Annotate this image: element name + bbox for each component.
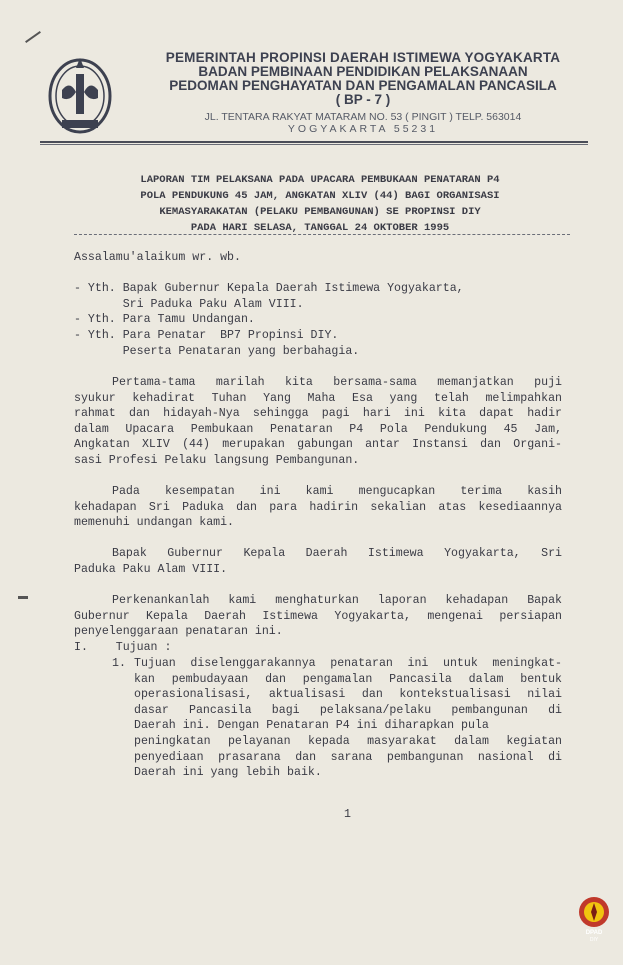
paragraph-thanks xyxy=(74,484,562,531)
provincial-seal-icon xyxy=(44,50,116,138)
paragraph-line: Pertama-tama marilah kita bersama-sama memanjatkan puji xyxy=(112,376,562,389)
scan-mark xyxy=(25,31,41,43)
paragraph-line: rahmat dan hidayah-Nya sehingga pagi hari ini kita dapat hadir xyxy=(74,407,562,421)
svg-text:DIY: DIY xyxy=(589,937,599,943)
list-item-line: peningkatan pelayanan kepada masyarakat dalam kegiatan xyxy=(134,734,562,748)
letterhead-divider xyxy=(40,141,588,143)
greeting: Assalamu'alaikum wr. wb. xyxy=(74,251,241,264)
addressee-line: - Yth. Para Tamu Undangan. xyxy=(74,313,255,326)
paragraph-line: memenuhi undangan kami. xyxy=(74,516,235,530)
paragraph-line: sasi Profesi Pelaku langsung Pembangunan. xyxy=(74,453,360,467)
letterhead-divider-thin xyxy=(40,144,588,145)
title-line: PADA HARI SELASA, TANGGAL 24 OKTOBER 1995 xyxy=(190,222,450,234)
list-item-line: operasionalisasi, aktualisasi dan kontekstualisasi nilai xyxy=(134,688,562,702)
paragraph-line: Gubernur Kepala Daerah Istimewa Yogyakarta, mengenai persiapan xyxy=(74,609,562,623)
section-heading: I. Tujuan : xyxy=(74,641,172,654)
svg-text:DPAD: DPAD xyxy=(585,930,603,936)
addressee-line: Peserta Penataran yang berbahagia. xyxy=(74,345,360,358)
paragraph-line: Paduka Paku Alam VIII. xyxy=(74,562,228,576)
list-item-line: kan pembudayaan dan pengamalan Pancasila dalam bentuk xyxy=(134,672,562,686)
report-title xyxy=(80,172,560,236)
addressee-line: - Yth. Para Penatar BP7 Propinsi DIY. xyxy=(74,329,339,342)
paragraph-line: syukur kehadirat Tuhan Yang Maha Esa yang telah melimpahkan xyxy=(74,391,562,405)
letterhead-government: PEMERINTAH PROPINSI DAERAH ISTIMEWA YOGYAKARTA xyxy=(165,50,561,65)
letterhead-city: YOGYAKARTA 55231 xyxy=(287,123,439,135)
paragraph-line: Perkenankanlah kami menghaturkan laporan kehadapan Bapak xyxy=(112,594,562,607)
list-item xyxy=(134,656,562,781)
letterhead-address: JL. TENTARA RAKYAT MATARAM NO. 53 ( PINGIT ) TELP. 563014 xyxy=(204,111,522,123)
addressee-line: Sri Paduka Paku Alam VIII. xyxy=(74,298,304,311)
addressee-line: - Yth. Bapak Gubernur Kepala Daerah Istimewa Yogyakarta, xyxy=(74,282,464,295)
paragraph-line: Bapak Gubernur Kepala Daerah Istimewa Yogyakarta, Sri xyxy=(112,547,562,560)
scan-mark xyxy=(18,596,28,599)
list-item-line: Daerah ini yang lebih baik. xyxy=(134,766,322,780)
list-item-line: Tujuan diselenggarakannya penataran ini untuk meningkat- xyxy=(134,657,562,670)
list-item-line: penyediaan prasarana dan sarana pembangunan nasional di xyxy=(134,750,562,764)
list-item-line: Daerah ini. Dengan Penataran P4 ini diharapkan pula xyxy=(134,719,489,733)
paragraph-opening xyxy=(74,375,562,469)
paragraph-line: Pada kesempatan ini kami mengucapkan terima kasih xyxy=(112,485,562,498)
letterhead-agency-2: PEDOMAN PENGHAYATAN DAN PENGAMALAN PANCASILA xyxy=(169,78,557,93)
title-line: POLA PENDUKUNG 45 JAM, ANGKATAN XLIV (44) BAGI ORGANISASI xyxy=(140,190,500,202)
title-divider xyxy=(74,234,570,235)
paragraph-line: penyelenggaraan penataran ini. xyxy=(74,625,283,639)
list-item-line: dasar Pancasila bagi pelaksana/pelaku pembangunan di xyxy=(134,703,562,717)
title-line: KEMASYARAKATAN (PELAKU PEMBANGUNAN) SE PROPINSI DIY xyxy=(159,206,481,218)
letterhead-abbrev: ( BP - 7 ) xyxy=(335,92,391,107)
page-number: 1 xyxy=(344,808,351,821)
paragraph-address xyxy=(74,546,562,577)
letterhead-agency: BADAN PEMBINAAN PENDIDIKAN PELAKSANAAN xyxy=(198,64,528,79)
paragraph-line: Angkatan XLIV (44) merupakan gabungan antar Instansi dan Organi- xyxy=(74,438,562,452)
title-line: LAPORAN TIM PELAKSANA PADA UPACARA PEMBUKAAN PENATARAN P4 xyxy=(140,174,500,186)
list-item-number: 1. xyxy=(112,657,126,670)
paragraph-report xyxy=(74,593,562,640)
archive-stamp-logo xyxy=(576,894,612,944)
paragraph-line: dalam Upacara Pembukaan Penataran P4 Pola Pendukung 45 Jam, xyxy=(74,422,562,436)
paragraph-line: kehadapan Sri Paduka dan para hadirin sekalian atas kesediaannya xyxy=(74,500,562,514)
